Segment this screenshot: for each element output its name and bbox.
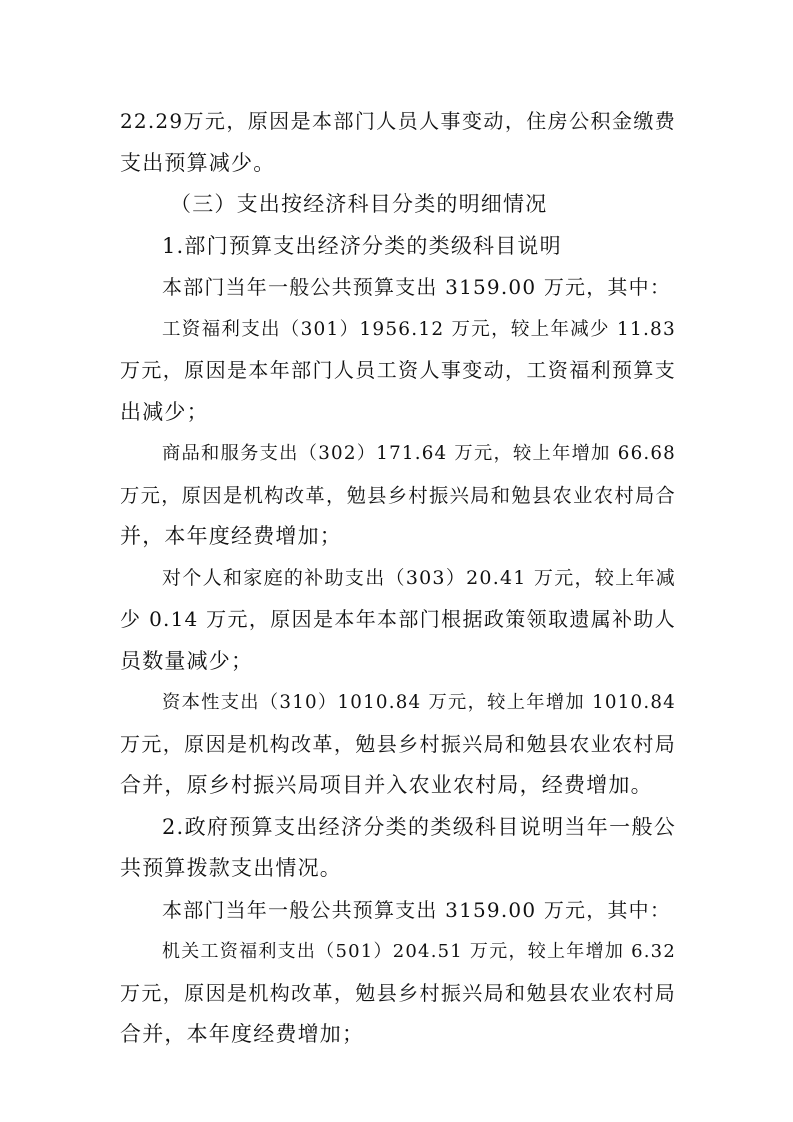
text-line-2: 支出预算减少。 bbox=[120, 150, 276, 175]
text-line-11: 并，本年度经费增加； bbox=[120, 524, 342, 548]
text-line-9: 商品和服务支出（302）171.64 万元，较上年增加 66.68 bbox=[162, 443, 676, 464]
text-line-16: 万元，原因是机构改革，勉县乡村振兴局和勉县农业农村局 bbox=[120, 731, 676, 756]
subsection-heading-2: 2.政府预算支出经济分类的类级科目说明当年一般公 bbox=[162, 814, 676, 839]
text-line-14: 员数量减少； bbox=[120, 648, 254, 673]
text-line-5: 本部门当年一般公共预算支出 3159.00 万元，其中： bbox=[162, 275, 672, 299]
text-line-20: 本部门当年一般公共预算支出 3159.00 万元，其中： bbox=[162, 897, 672, 922]
text-line-19: 共预算拨款支出情况。 bbox=[120, 856, 342, 880]
text-line-1: 22.29万元，原因是本部门人员人事变动，住房公积金缴费 bbox=[120, 109, 676, 133]
text-line-10: 万元，原因是机构改革，勉县乡村振兴局和勉县农业农村局合 bbox=[120, 483, 676, 507]
text-line-23: 合并，本年度经费增加； bbox=[120, 1022, 365, 1046]
text-line-12: 对个人和家庭的补助支出（303）20.41 万元，较上年减 bbox=[162, 566, 676, 589]
text-line-21: 机关工资福利支出（501）204.51 万元，较上年增加 6.32 bbox=[162, 941, 676, 962]
text-line-15: 资本性支出（310）1010.84 万元，较上年增加 1010.84 bbox=[162, 692, 676, 713]
text-line-17: 合并，原乡村振兴局项目并入农业农村局，经费增加。 bbox=[120, 773, 653, 797]
text-line-7: 万元，原因是本年部门人员工资人事变动，工资福利预算支 bbox=[120, 358, 676, 382]
document-body bbox=[120, 101, 676, 1056]
text-line-13: 少 0.14 万元，原因是本年本部门根据政策领取遗属补助人 bbox=[120, 607, 676, 631]
section-heading: （三）支出按经济科目分类的明细情况 bbox=[170, 192, 548, 216]
text-line-22: 万元，原因是机构改革，勉县乡村振兴局和勉县农业农村局 bbox=[120, 980, 676, 1005]
subsection-heading-1: 1.部门预算支出经济分类的类级科目说明 bbox=[162, 233, 562, 258]
text-line-6: 工资福利支出（301）1956.12 万元，较上年减少 11.83 bbox=[162, 318, 676, 340]
text-line-8: 出减少； bbox=[120, 399, 209, 424]
